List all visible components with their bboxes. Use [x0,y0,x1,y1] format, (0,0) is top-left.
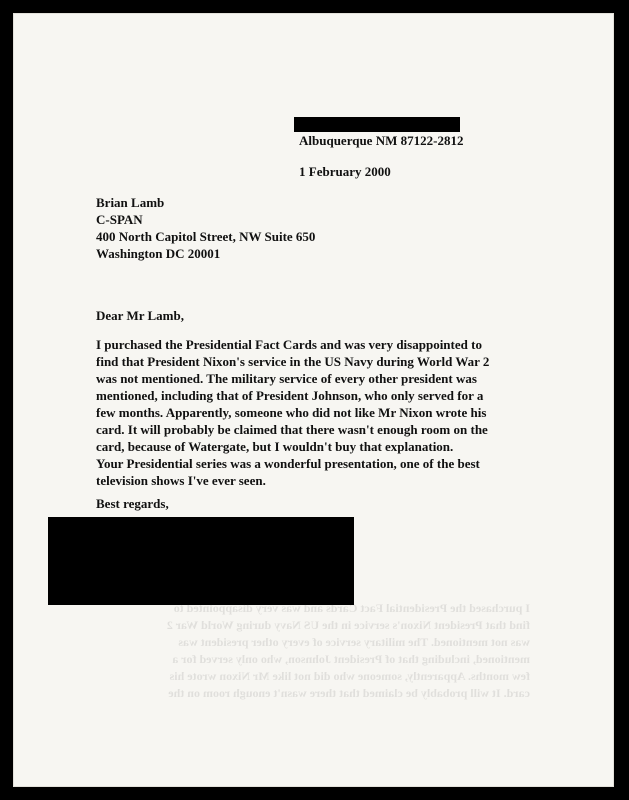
body-line: card. It will probably be claimed that there wasn't enough room on the [96,422,488,437]
body-line: card, because of Watergate, but I wouldn't buy that explanation. [96,439,454,454]
body-line: mentioned, including that of President Johnson, who only served for a [96,388,484,403]
show-through-line: few months. Apparently, someone who did not like Mr Nixon wrote his [169,669,530,683]
sender-address: Albuquerque NM 87122-2812 [299,133,464,148]
recipient-block [96,194,315,262]
show-through-line: I purchased the Presidential Fact Cards and was very disappointed to [173,601,530,615]
body-line: find that President Nixon's service in the US Navy during World War 2 [96,354,490,369]
recipient-street: 400 North Capitol Street, NW Suite 650 [96,229,316,244]
show-through-line: mentioned, including that of President Johnson, who only served for a [172,652,530,666]
show-through-line: find that President Nixon's service in the US Navy during World War 2 [166,618,530,632]
redaction-bar-sender-name [294,117,460,132]
recipient-city: Washington DC 20001 [96,246,221,261]
closing: Best regards, [96,496,169,511]
body-line: Your Presidential series was a wonderful presentation, one of the best [96,456,480,471]
salutation: Dear Mr Lamb, [96,308,184,323]
body-line: television shows I've ever seen. [96,473,266,488]
letter-page [13,13,614,787]
show-through-line: was not mentioned. The military service of every other president was [178,635,530,649]
show-through-text [90,600,530,710]
letter-date: 1 February 2000 [299,164,391,179]
show-through-line: card. It will probably be claimed that there wasn't enough room on the [168,686,530,700]
body-line: few months. Apparently, someone who did not like Mr Nixon wrote his [96,405,487,420]
body-line: was not mentioned. The military service of every other president was [96,371,477,386]
body-line: I purchased the Presidential Fact Cards and was very disappointed to [96,337,482,352]
redaction-bar-signature [48,517,354,605]
recipient-name: Brian Lamb [96,195,165,210]
letter-body [96,336,526,489]
recipient-organization: C-SPAN [96,212,143,227]
